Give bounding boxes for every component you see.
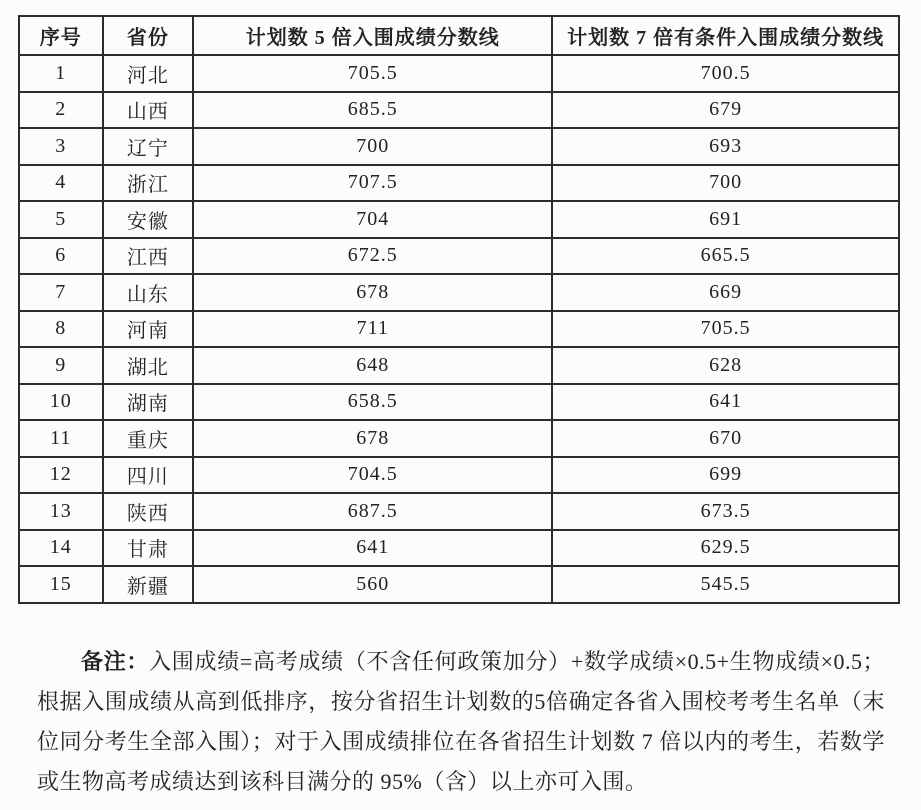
province-cell: 重庆 [103, 420, 194, 457]
line7-score-cell: 705.5 [552, 311, 899, 348]
row-number-cell: 12 [19, 457, 103, 494]
line5-score-cell: 704 [193, 201, 552, 238]
line7-score-cell: 628 [552, 347, 899, 384]
line7-score-cell: 673.5 [552, 493, 899, 530]
row-number-cell: 5 [19, 201, 103, 238]
line7-score-cell: 670 [552, 420, 899, 457]
line7-score-cell: 669 [552, 274, 899, 311]
province-cell: 湖北 [103, 347, 194, 384]
province-cell: 山东 [103, 274, 194, 311]
line5-score-cell: 658.5 [193, 384, 552, 421]
score-table [18, 15, 900, 604]
col-header-index: 序号 [19, 16, 103, 55]
line7-score-cell: 679 [552, 92, 899, 129]
line7-score-cell: 693 [552, 128, 899, 165]
row-number-cell: 9 [19, 347, 103, 384]
line5-score-cell: 672.5 [193, 238, 552, 275]
line7-score-cell: 700.5 [552, 55, 899, 92]
table-row [19, 566, 899, 603]
province-cell: 浙江 [103, 165, 194, 202]
row-number-cell: 1 [19, 55, 103, 92]
table-body [19, 55, 899, 603]
line5-score-cell: 560 [193, 566, 552, 603]
note-text: 入围成绩=高考成绩（不含任何政策加分）+数学成绩×0.5+生物成绩×0.5；根据入围成绩从高到低排序，按分省招生计划数的5倍确定各省入围校考考生名单（末位同分考生全部入围）；对于入围成绩排位在各省招生计划数 7 倍以内的考生，若数学或生物高考成绩达到该科目满分的 95%（含）以上亦可入围。 [37, 649, 885, 794]
line7-score-cell: 699 [552, 457, 899, 494]
line5-score-cell: 711 [193, 311, 552, 348]
row-number-cell: 14 [19, 530, 103, 567]
table-row [19, 347, 899, 384]
province-cell: 河北 [103, 55, 194, 92]
line7-score-cell: 700 [552, 165, 899, 202]
row-number-cell: 11 [19, 420, 103, 457]
line5-score-cell: 704.5 [193, 457, 552, 494]
province-cell: 甘肃 [103, 530, 194, 567]
line5-score-cell: 641 [193, 530, 552, 567]
table-row [19, 457, 899, 494]
col-header-line5: 计划数 5 倍入围成绩分数线 [193, 16, 552, 55]
row-number-cell: 13 [19, 493, 103, 530]
table-row [19, 420, 899, 457]
table-row [19, 201, 899, 238]
row-number-cell: 4 [19, 165, 103, 202]
table-row [19, 311, 899, 348]
line5-score-cell: 705.5 [193, 55, 552, 92]
line5-score-cell: 678 [193, 420, 552, 457]
row-number-cell: 6 [19, 238, 103, 275]
line5-score-cell: 648 [193, 347, 552, 384]
line5-score-cell: 700 [193, 128, 552, 165]
province-cell: 辽宁 [103, 128, 194, 165]
table-header-row [19, 16, 899, 55]
row-number-cell: 3 [19, 128, 103, 165]
line5-score-cell: 678 [193, 274, 552, 311]
table-row [19, 493, 899, 530]
row-number-cell: 2 [19, 92, 103, 129]
table-row [19, 92, 899, 129]
province-cell: 四川 [103, 457, 194, 494]
note-paragraph [37, 642, 885, 802]
line5-score-cell: 685.5 [193, 92, 552, 129]
line5-score-cell: 707.5 [193, 165, 552, 202]
table-row [19, 384, 899, 421]
table-row [19, 274, 899, 311]
line5-score-cell: 687.5 [193, 493, 552, 530]
table-row [19, 128, 899, 165]
row-number-cell: 15 [19, 566, 103, 603]
line7-score-cell: 691 [552, 201, 899, 238]
table-row [19, 165, 899, 202]
row-number-cell: 7 [19, 274, 103, 311]
province-cell: 安徽 [103, 201, 194, 238]
province-cell: 河南 [103, 311, 194, 348]
table-row [19, 238, 899, 275]
row-number-cell: 8 [19, 311, 103, 348]
line7-score-cell: 641 [552, 384, 899, 421]
table-row [19, 530, 899, 567]
table-row [19, 55, 899, 92]
line7-score-cell: 629.5 [552, 530, 899, 567]
line7-score-cell: 665.5 [552, 238, 899, 275]
row-number-cell: 10 [19, 384, 103, 421]
province-cell: 湖南 [103, 384, 194, 421]
province-cell: 山西 [103, 92, 194, 129]
col-header-line7: 计划数 7 倍有条件入围成绩分数线 [552, 16, 899, 55]
col-header-province: 省份 [103, 16, 194, 55]
line7-score-cell: 545.5 [552, 566, 899, 603]
province-cell: 江西 [103, 238, 194, 275]
note-label: 备注： [81, 649, 150, 674]
province-cell: 新疆 [103, 566, 194, 603]
province-cell: 陕西 [103, 493, 194, 530]
